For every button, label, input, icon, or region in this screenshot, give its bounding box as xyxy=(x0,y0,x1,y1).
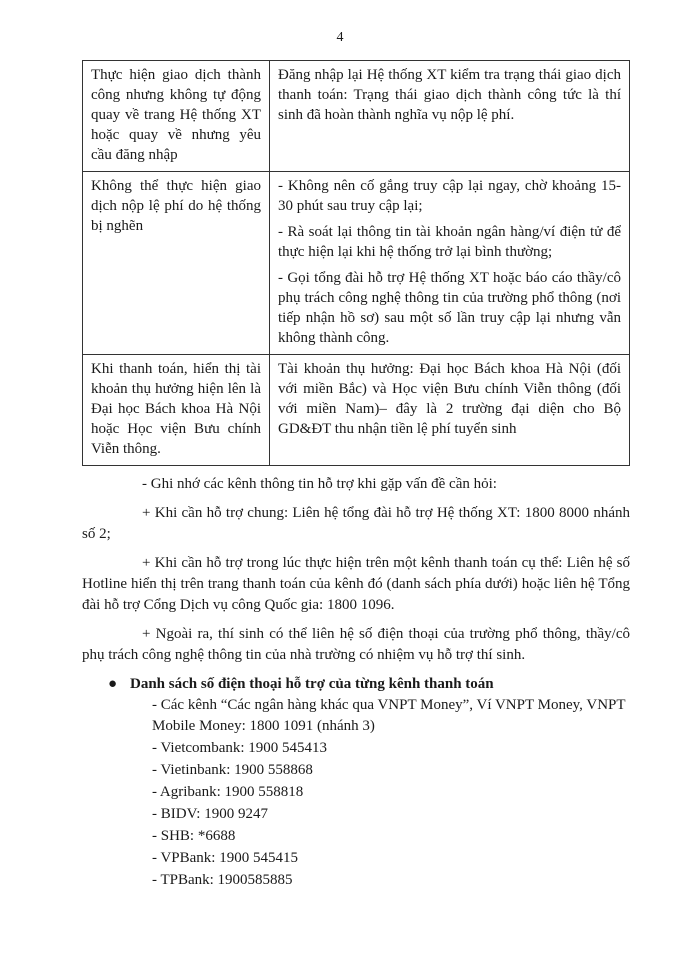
list-item: - Các kênh “Các ngân hàng khác qua VNPT Money”, Ví VNPT Money, VNPT Mobile Money: 1800 1091 (nhánh 3) xyxy=(152,697,626,734)
solution-cell xyxy=(270,355,630,466)
paragraph: + Khi cần hỗ trợ trong lúc thực hiện trên một kênh thanh toán cụ thể: Liên hệ số Hotline hiển thị trên trang thanh toán của kênh đó (danh sách phía dưới) hoặc liên hệ Tổng đài hỗ trợ Cổng Dịch vụ công Quốc gia: 1800 1096. xyxy=(82,555,630,613)
list-item: - Agribank: 1900 558818 xyxy=(152,784,304,800)
solution-cell xyxy=(270,61,630,172)
paragraph: + Khi cần hỗ trợ chung: Liên hệ tổng đài hỗ trợ Hệ thống XT: 1800 8000 nhánh số 2; xyxy=(82,505,630,542)
list-item: - SHB: *6688 xyxy=(152,828,236,844)
solution-text: - Gọi tổng đài hỗ trợ Hệ thống XT hoặc báo cáo thầy/cô phụ trách công nghệ thông tin của trường phổ thông (nơi tiếp nhận hồ sơ) sau một số lần truy cập lại nhưng vẫn không thành công. xyxy=(278,270,621,346)
problem-cell: Khi thanh toán, hiển thị tài khoản thụ hưởng hiện lên là Đại học Bách khoa Hà Nội hoặc Học viện Bưu chính Viễn thông. xyxy=(83,355,270,466)
table-row xyxy=(83,61,630,172)
solution-cell xyxy=(270,172,630,355)
solution-text: Đăng nhập lại Hệ thống XT kiểm tra trạng thái giao dịch thanh toán: Trạng thái giao dịch thành công tức là thí sinh đã hoàn thành nghĩa vụ nộp lệ phí. xyxy=(278,67,621,123)
solution-text: - Không nên cố gắng truy cập lại ngay, chờ khoảng 15-30 phút sau truy cập lại; xyxy=(278,178,621,214)
hotline-list xyxy=(130,695,630,891)
hotline-section xyxy=(82,674,630,891)
paragraph: - Ghi nhớ các kênh thông tin hỗ trợ khi gặp vấn đề cần hỏi: xyxy=(142,476,497,492)
solution-text: Tài khoản thụ hưởng: Đại học Bách khoa Hà Nội (đối với miền Bắc) và Học viện Bưu chính Viễn thông (đối với miền Nam)– đây là 2 trường đại diện cho Bộ GD&ĐT thu nhận tiền lệ phí tuyển sinh xyxy=(278,361,621,437)
list-item: - TPBank: 1900585885 xyxy=(152,872,293,888)
hotline-heading-text: Danh sách số điện thoại hỗ trợ của từng kênh thanh toán xyxy=(130,676,494,692)
hotline-heading xyxy=(108,674,630,695)
page-number: 4 xyxy=(336,30,344,45)
list-item: - BIDV: 1900 9247 xyxy=(152,806,268,822)
problem-cell: Không thể thực hiện giao dịch nộp lệ phí do hệ thống bị nghẽn xyxy=(83,172,270,355)
problem-cell: Thực hiện giao dịch thành công nhưng không tự động quay về trang Hệ thống XT hoặc quay về nhưng yêu cầu đăng nhập xyxy=(83,61,270,172)
list-item: - Vietinbank: 1900 558868 xyxy=(152,762,313,778)
bullet-icon: ● xyxy=(108,676,118,692)
paragraph: + Ngoài ra, thí sinh có thể liên hệ số điện thoại của trường phổ thông, thầy/cô phụ trách công nghệ thông tin của nhà trường có nhiệm vụ hỗ trợ thí sinh. xyxy=(82,626,630,663)
table-row xyxy=(83,355,630,466)
body-text xyxy=(82,474,630,892)
faq-table xyxy=(82,60,630,466)
table-row xyxy=(83,172,630,355)
list-item: - Vietcombank: 1900 545413 xyxy=(152,740,328,756)
list-item: - VPBank: 1900 545415 xyxy=(152,850,298,866)
solution-text: - Rà soát lại thông tin tài khoản ngân hàng/ví điện tử để thực hiện lại khi hệ thống trở lại bình thường; xyxy=(278,224,621,260)
